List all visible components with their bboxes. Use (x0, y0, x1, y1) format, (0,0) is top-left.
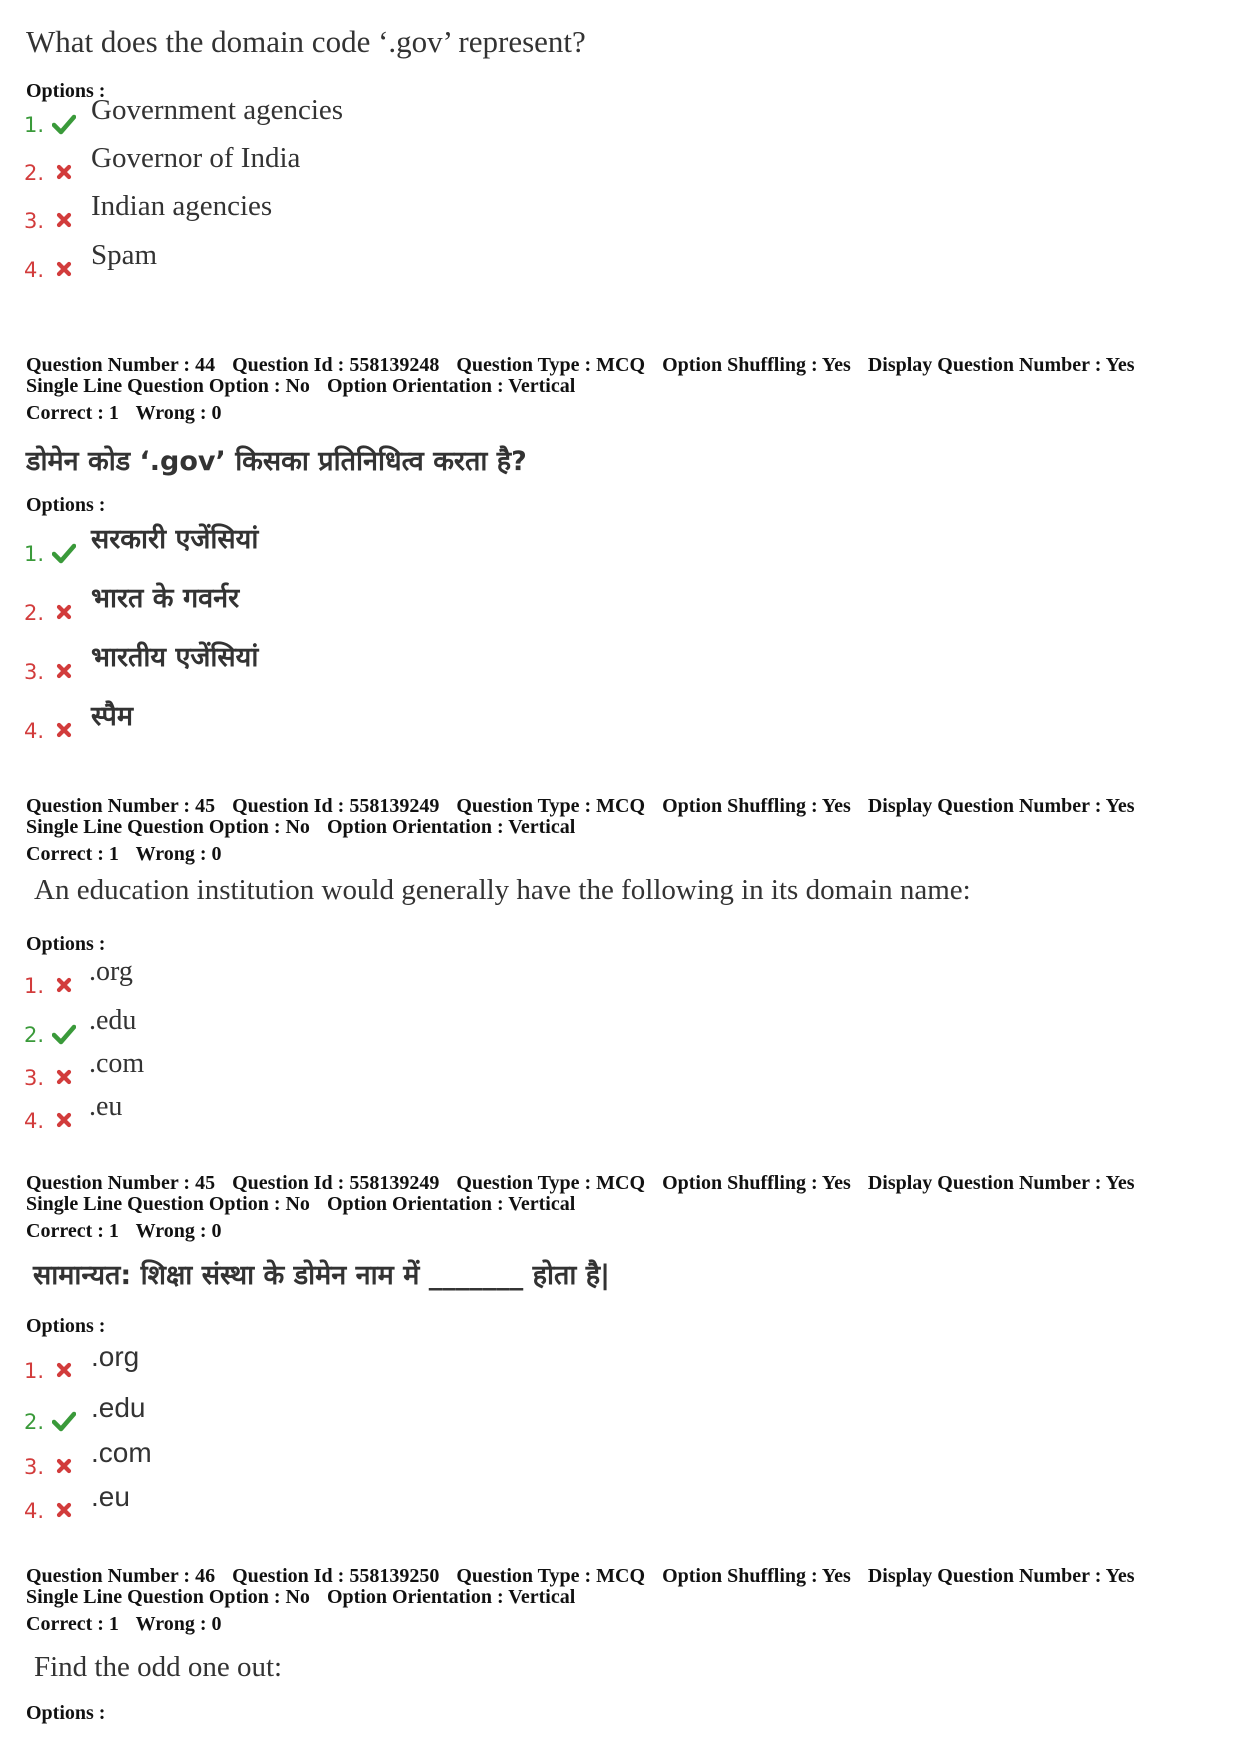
option-shuffling: Option Shuffling : Yes (662, 1172, 851, 1194)
option-text: .org (89, 956, 133, 987)
option-number: 4. (24, 1499, 45, 1523)
question-number: Question Number : 45 (26, 795, 216, 817)
cross-icon (52, 1455, 76, 1477)
option-item (24, 644, 924, 684)
meta-score-line (26, 1614, 1147, 1635)
question-text: डोमेन कोड ‘.gov’ किसका प्रतिनिधित्व करता है? (26, 446, 527, 477)
check-icon (52, 1023, 76, 1045)
option-item (24, 94, 924, 137)
option-text: सरकारी एजेंसियां (91, 524, 259, 555)
option-orientation: Option Orientation : Vertical (326, 816, 576, 838)
question-type: Question Type : MCQ (456, 795, 646, 817)
option-number: 4. (24, 258, 45, 282)
question-type: Question Type : MCQ (456, 1565, 646, 1587)
question-meta (26, 1173, 1147, 1242)
question-meta (26, 355, 1147, 424)
option-item (24, 703, 924, 743)
cross-icon (52, 660, 76, 682)
option-item (24, 239, 924, 282)
meta-line-2 (26, 817, 1147, 838)
options-label: Options : (26, 494, 106, 516)
option-item (24, 1093, 924, 1133)
question-text: What does the domain code ‘.gov’ represent? (26, 24, 586, 59)
option-number: 2. (24, 601, 45, 625)
question-text: Find the odd one out: (34, 1651, 283, 1683)
option-shuffling: Option Shuffling : Yes (662, 354, 851, 376)
correct-score: Correct : 1 (26, 843, 119, 865)
option-orientation: Option Orientation : Vertical (326, 1586, 576, 1608)
option-number: 3. (24, 660, 45, 684)
meta-line-2 (26, 1194, 1147, 1215)
meta-score-line (26, 1221, 1147, 1242)
option-number: 3. (24, 1066, 45, 1090)
options-label: Options : (26, 933, 106, 955)
option-text: .edu (89, 1005, 137, 1036)
meta-line-1 (26, 355, 1147, 376)
option-text: .eu (89, 1091, 123, 1122)
option-item (24, 1439, 924, 1479)
check-icon (52, 113, 76, 135)
meta-line-1 (26, 1173, 1147, 1194)
correct-score: Correct : 1 (26, 1613, 119, 1635)
cross-icon (52, 209, 76, 231)
check-icon (52, 1410, 76, 1432)
option-number: 1. (24, 113, 45, 137)
option-item (24, 190, 924, 233)
check-icon (52, 542, 76, 564)
options-label: Options : (26, 1702, 106, 1724)
cross-icon (52, 161, 76, 183)
option-text: Indian agencies (91, 190, 273, 222)
option-number: 4. (24, 1109, 45, 1133)
cross-icon (52, 1359, 76, 1381)
option-shuffling: Option Shuffling : Yes (662, 1565, 851, 1587)
meta-line-2 (26, 1587, 1147, 1608)
single-line-option: Single Line Question Option : No (26, 1193, 310, 1215)
option-number: 1. (24, 1359, 45, 1383)
meta-line-2 (26, 376, 1147, 397)
meta-line-1 (26, 796, 1147, 817)
wrong-score: Wrong : 0 (135, 1220, 222, 1242)
single-line-option: Single Line Question Option : No (26, 816, 310, 838)
question-text: सामान्यत: शिक्षा संस्था के डोमेन नाम में _______ होता है| (33, 1260, 610, 1291)
option-text: भारतीय एजेंसियां (91, 642, 259, 673)
option-text: भारत के गवर्नर (91, 583, 240, 614)
question-id: Question Id : 558139249 (232, 1172, 440, 1194)
option-item (24, 1050, 924, 1090)
option-text: Government agencies (91, 94, 344, 126)
option-orientation: Option Orientation : Vertical (326, 375, 576, 397)
question-meta (26, 1566, 1147, 1635)
question-id: Question Id : 558139248 (232, 354, 440, 376)
cross-icon (52, 1066, 76, 1088)
option-text: स्पैम (91, 701, 133, 732)
options-label: Options : (26, 80, 106, 102)
question-type: Question Type : MCQ (456, 1172, 646, 1194)
wrong-score: Wrong : 0 (135, 843, 222, 865)
question-number: Question Number : 46 (26, 1565, 216, 1587)
option-number: 3. (24, 209, 45, 233)
single-line-option: Single Line Question Option : No (26, 375, 310, 397)
option-item (24, 142, 924, 185)
option-number: 2. (24, 161, 45, 185)
cross-icon (52, 601, 76, 623)
correct-score: Correct : 1 (26, 402, 119, 424)
cross-icon (52, 719, 76, 741)
display-question-number: Display Question Number : Yes (867, 354, 1135, 376)
display-question-number: Display Question Number : Yes (867, 1172, 1135, 1194)
option-item (24, 1394, 924, 1434)
cross-icon (52, 974, 76, 996)
question-id: Question Id : 558139249 (232, 795, 440, 817)
option-text: .com (91, 1437, 152, 1468)
option-item (24, 526, 924, 566)
wrong-score: Wrong : 0 (135, 1613, 222, 1635)
wrong-score: Wrong : 0 (135, 402, 222, 424)
option-text: .edu (91, 1392, 146, 1423)
display-question-number: Display Question Number : Yes (867, 1565, 1135, 1587)
option-text: Governor of India (91, 142, 301, 174)
meta-line-1 (26, 1566, 1147, 1587)
option-number: 2. (24, 1023, 45, 1047)
option-text: .org (91, 1341, 140, 1372)
question-text: An education institution would generally have the following in its domain name: (34, 874, 971, 906)
option-item (24, 1483, 924, 1523)
option-item (24, 1343, 924, 1383)
meta-score-line (26, 403, 1147, 424)
option-shuffling: Option Shuffling : Yes (662, 795, 851, 817)
cross-icon (52, 1499, 76, 1521)
option-text: .com (89, 1048, 145, 1079)
display-question-number: Display Question Number : Yes (867, 795, 1135, 817)
question-number: Question Number : 45 (26, 1172, 216, 1194)
option-number: 4. (24, 719, 45, 743)
option-item (24, 585, 924, 625)
option-text: .eu (91, 1481, 130, 1512)
option-number: 1. (24, 974, 45, 998)
option-number: 1. (24, 542, 45, 566)
correct-score: Correct : 1 (26, 1220, 119, 1242)
question-meta (26, 796, 1147, 865)
option-orientation: Option Orientation : Vertical (326, 1193, 576, 1215)
cross-icon (52, 1109, 76, 1131)
option-number: 2. (24, 1410, 45, 1434)
option-number: 3. (24, 1455, 45, 1479)
question-type: Question Type : MCQ (456, 354, 646, 376)
options-label: Options : (26, 1315, 106, 1337)
question-id: Question Id : 558139250 (232, 1565, 440, 1587)
option-text: Spam (91, 239, 158, 271)
meta-score-line (26, 844, 1147, 865)
question-number: Question Number : 44 (26, 354, 216, 376)
cross-icon (52, 258, 76, 280)
single-line-option: Single Line Question Option : No (26, 1586, 310, 1608)
option-item (24, 958, 924, 998)
option-item (24, 1007, 924, 1047)
